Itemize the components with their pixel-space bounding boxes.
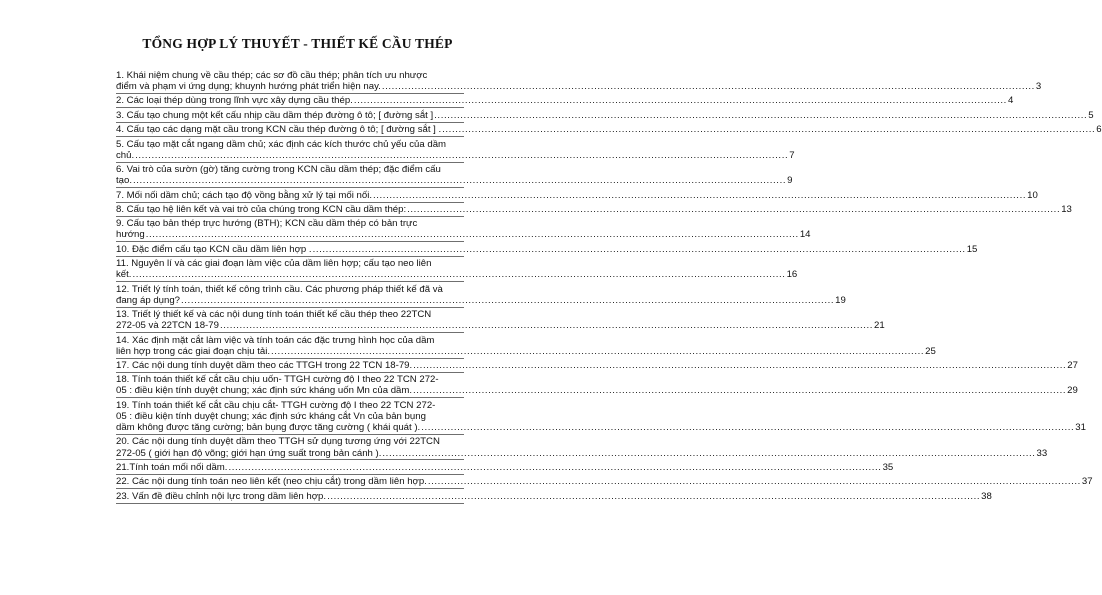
toc-page-number: 37 bbox=[1081, 476, 1093, 488]
toc-leader-dots: ........................................................................................................................................................................................................ bbox=[407, 203, 1061, 215]
toc-leader-dots: ........................................................................................................................................................................................................ bbox=[132, 269, 786, 281]
toc-entry[interactable] bbox=[116, 258, 798, 282]
toc-entry-text: chủ. bbox=[116, 149, 135, 161]
toc-page-number: 35 bbox=[882, 461, 894, 473]
toc-entry[interactable] bbox=[116, 95, 1014, 108]
toc-leader-dots: ........................................................................................................................................................................................................ bbox=[434, 109, 1088, 121]
toc-page-number: 6 bbox=[1096, 124, 1102, 136]
toc-leader-dots: ........................................................................................................................................................................................................ bbox=[413, 385, 1067, 397]
toc-page-number: 10 bbox=[1027, 189, 1038, 201]
toc-page-number: 19 bbox=[835, 294, 846, 306]
toc-leader-dots: ........................................................................................................................................................................................................ bbox=[442, 124, 1096, 136]
toc-leader-dots: ........................................................................................................................................................................................................ bbox=[135, 149, 789, 161]
toc-leader-dots: ........................................................................................................................................................................................................ bbox=[228, 461, 882, 473]
toc-entry[interactable] bbox=[116, 309, 885, 333]
toc-page-number: 7 bbox=[789, 149, 795, 161]
toc-leader-dots: ........................................................................................................................................................................................................ bbox=[271, 345, 925, 357]
toc-entry-text: 12. Triết lý tính toán, thiết kế công trình cầu. Các phương pháp thiết kế đã và bbox=[116, 283, 443, 295]
toc-entry-text: 23. Vấn đề điều chỉnh nội lực trong dầm liên hợp. bbox=[116, 490, 327, 502]
toc-page-number: 15 bbox=[966, 243, 978, 255]
toc-page-number: 4 bbox=[1007, 95, 1014, 107]
toc-entry-text: hướng bbox=[116, 229, 145, 241]
toc-leader-dots: ........................................................................................................................................................................................................ bbox=[421, 422, 1075, 434]
toc-page-number: 21 bbox=[874, 320, 885, 332]
table-of-contents bbox=[116, 70, 1102, 505]
toc-page-number: 25 bbox=[925, 345, 936, 357]
toc-entry-text: 3. Cấu tạo chung một kết cấu nhịp cầu dầm thép đường ô tô; [ đường sắt ] bbox=[116, 109, 434, 121]
toc-entry-text: 5. Cấu tạo mặt cắt ngang dầm chủ; xác định các kích thước chủ yếu của dầm bbox=[116, 138, 447, 150]
toc-entry[interactable] bbox=[116, 476, 1093, 489]
toc-entry-text: đang áp dụng? bbox=[116, 294, 181, 306]
toc-entry[interactable] bbox=[116, 164, 793, 188]
toc-entry-text: 10. Đặc điểm cấu tạo KCN cầu dầm liên hợp . bbox=[116, 243, 312, 255]
toc-page-number: 14 bbox=[799, 229, 811, 241]
toc-entry-text: 1. Khái niệm chung về cầu thép; các sơ đồ cầu thép; phân tích ưu nhược bbox=[116, 70, 428, 81]
document-title: TỔNG HỢP LÝ THUYẾT - THIẾT KẾ CẦU THÉP bbox=[142, 36, 453, 51]
toc-leader-dots: ........................................................................................................................................................................................................ bbox=[133, 175, 787, 187]
toc-entry-text: điểm và phạm vi ứng dụng; khuynh hướng phát triển hiện nay. bbox=[116, 81, 381, 93]
toc-entry[interactable] bbox=[116, 243, 978, 257]
toc-page-number: 9 bbox=[787, 175, 793, 187]
toc-entry-text: liên hợp trong các giai đoạn chịu tải. bbox=[116, 345, 271, 357]
toc-entry-text: 14. Xác định mặt cắt làm việc và tính toán các đặc trưng hình học của dầm bbox=[116, 334, 435, 346]
toc-leader-dots: ........................................................................................................................................................................................................ bbox=[145, 229, 799, 241]
toc-entry-text: 18. Tính toán thiết kế cắt cầu chịu uốn- TTGH cường độ I theo 22 TCN 272- bbox=[116, 374, 439, 386]
toc-entry-text: 05 : điều kiện tính duyệt chung; xác định sức kháng uốn Mn của dầm. bbox=[116, 385, 413, 397]
toc-page-number: 3 bbox=[1035, 81, 1042, 93]
toc-entry[interactable] bbox=[116, 203, 1072, 217]
toc-entry[interactable] bbox=[116, 374, 1078, 398]
toc-leader-dots: ........................................................................................................................................................................................................ bbox=[382, 447, 1036, 459]
toc-leader-dots: ........................................................................................................................................................................................................ bbox=[353, 95, 1007, 107]
toc-entry-text: 272-05 và 22TCN 18-79 bbox=[116, 320, 219, 332]
toc-entry-text: 22. Các nội dung tính toán neo liên kết (neo chịu cắt) trong dầm liên hợp. bbox=[116, 476, 427, 488]
toc-page-number: 33 bbox=[1036, 447, 1048, 459]
toc-entry-text: 20. Các nội dung tính duyệt dầm theo TTGH sử dụng tương ứng với 22TCN bbox=[116, 436, 440, 448]
toc-entry-text: 19. Tính toán thiết kế cắt cầu chịu cắt- TTGH cường độ I theo 22 TCN 272- bbox=[116, 399, 436, 411]
toc-entry-text: 21.Tính toán mối nối dầm. bbox=[116, 461, 228, 473]
toc-entry[interactable] bbox=[116, 283, 846, 308]
toc-leader-dots: ........................................................................................................................................................................................................ bbox=[427, 476, 1081, 488]
toc-entry[interactable] bbox=[116, 360, 1078, 373]
toc-page-number: 38 bbox=[981, 490, 992, 502]
toc-entry[interactable] bbox=[116, 490, 992, 504]
toc-entry[interactable] bbox=[116, 189, 1038, 203]
toc-entry-text: 6. Vai trò của sườn (gờ) tăng cường trong KCN cầu dầm thép; đặc điểm cấu bbox=[116, 164, 441, 176]
toc-entry-text: 2. Các loại thép dùng trong lĩnh vực xây dựng cầu thép. bbox=[116, 95, 353, 107]
toc-page-number: 13 bbox=[1061, 203, 1072, 215]
toc-leader-dots: ........................................................................................................................................................................................................ bbox=[327, 490, 981, 502]
toc-entry[interactable] bbox=[116, 218, 811, 242]
toc-leader-dots: ........................................................................................................................................................................................................ bbox=[181, 294, 835, 306]
toc-entry[interactable] bbox=[116, 334, 936, 359]
toc-leader-dots: ........................................................................................................................................................................................................ bbox=[312, 243, 966, 255]
toc-page-number: 27 bbox=[1067, 360, 1078, 371]
toc-entry-text: 4. Cấu tạo các dạng mặt cầu trong KCN cầu thép đường ô tô; [ đường sắt ] . bbox=[116, 124, 442, 136]
toc-entry-text: 9. Cấu tạo bản thép trực hướng (BTH); KCN cầu dầm thép có bản trực bbox=[116, 218, 418, 230]
toc-page-number: 31 bbox=[1075, 422, 1086, 434]
toc-entry[interactable] bbox=[116, 138, 795, 163]
toc-leader-dots: ........................................................................................................................................................................................................ bbox=[219, 320, 874, 332]
toc-entry-text: tạo. bbox=[116, 175, 133, 187]
toc-leader-dots: ........................................................................................................................................................................................................ bbox=[413, 360, 1067, 371]
toc-page-number: 5 bbox=[1088, 109, 1094, 121]
toc-entry-text: 11. Nguyên lí và các giai đoạn làm việc của dầm liên hợp; cấu tạo neo liên bbox=[116, 258, 432, 270]
toc-leader-dots: ........................................................................................................................................................................................................ bbox=[373, 189, 1027, 201]
toc-entry[interactable] bbox=[116, 109, 1094, 123]
toc-entry-text: 8. Cấu tạo hệ liên kết và vai trò của chúng trong KCN cầu dầm thép: bbox=[116, 203, 407, 215]
toc-entry-text: 7. Mối nối dầm chủ; cách tạo độ vồng bằng xử lý tại mối nối. bbox=[116, 189, 373, 201]
toc-entry[interactable] bbox=[116, 461, 894, 475]
toc-entry-text: 272-05 ( giới hạn độ võng; giới hạn ứng suất trong bản cánh ). bbox=[116, 447, 382, 459]
toc-entry-text: kết. bbox=[116, 269, 132, 281]
toc-entry[interactable] bbox=[116, 436, 1048, 460]
toc-entry[interactable] bbox=[116, 70, 1042, 94]
toc-page-number: 29 bbox=[1067, 385, 1078, 397]
toc-leader-dots: ........................................................................................................................................................................................................ bbox=[381, 81, 1035, 93]
toc-entry-text: 17. Các nội dung tính duyệt dầm theo các TTGH trong 22 TCN 18-79. bbox=[116, 360, 413, 371]
toc-entry[interactable] bbox=[116, 124, 1102, 137]
toc-page-number: 16 bbox=[786, 269, 798, 281]
toc-entry-text: dầm không được tăng cường; bản bụng được tăng cường ( khái quát ). bbox=[116, 422, 421, 434]
toc-entry-text: 05 : điều kiện tính duyệt chung; xác định sức kháng cắt Vn của bản bụng bbox=[116, 410, 426, 422]
toc-entry-text: 13. Triết lý thiết kế và các nội dung tính toán thiết kế cầu thép theo 22TCN bbox=[116, 309, 432, 321]
toc-entry[interactable] bbox=[116, 399, 1086, 435]
